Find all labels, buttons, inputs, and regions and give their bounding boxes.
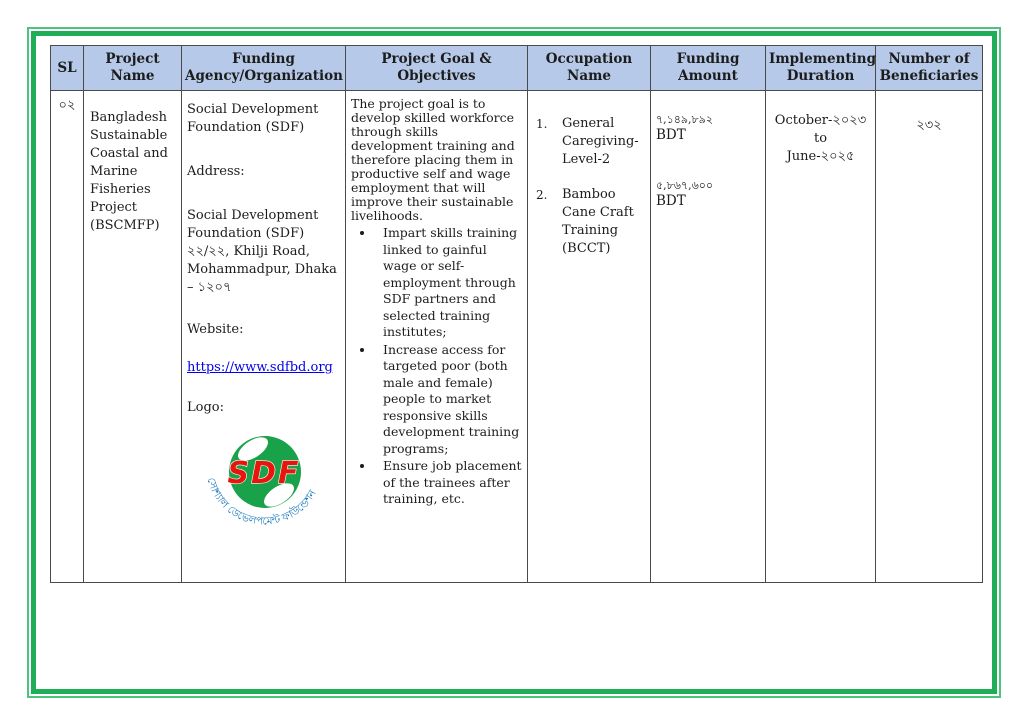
occupation-item: [536, 115, 645, 169]
col-header-project-name: Project Name: [84, 46, 182, 91]
duration-start: October-২০২৩: [774, 113, 867, 128]
cell-implementing-duration: [766, 91, 876, 583]
projects-table: [50, 45, 983, 583]
funding-amount-item: [656, 178, 760, 210]
goal-bullet-item: • Impart skills training linked to gainful wage or self-employment through SDF partners and selected training institutes;: [375, 225, 522, 341]
funding-amount-currency: BDT: [656, 193, 686, 209]
website-link[interactable]: https://www.sdfbd.org: [187, 360, 333, 375]
duration-connector: to: [813, 131, 828, 146]
sdf-logo-image: [197, 425, 331, 535]
cell-funding-amount: [651, 91, 766, 583]
page-border-inner: [31, 31, 997, 694]
duration-end: June-২০২৫: [786, 149, 855, 164]
occupation-title: General Caregiving-Level-2: [562, 116, 639, 167]
occupation-item: [536, 186, 645, 258]
occupation-title: Bamboo Cane Craft Training (BCCT): [562, 187, 634, 256]
cell-serial-number: ০২: [51, 91, 84, 583]
col-header-implementing-duration: Implementing Duration: [766, 46, 876, 91]
table-header-row: [51, 46, 983, 91]
sdf-logo-caption: সোশ্যাল ডেভেলপমেন্ট ফাউন্ডেশন: [203, 476, 319, 528]
cell-project-name: [84, 91, 182, 583]
funding-amount-value: ৭,১৪৯,৮৯২: [656, 113, 713, 126]
sdf-logo: [187, 425, 340, 541]
cell-goal-objectives: [346, 91, 528, 583]
occupation-number: 2.: [536, 188, 548, 202]
page-border-outer: [27, 27, 1001, 698]
col-header-sl: SL: [51, 46, 84, 91]
goal-bullet-list: [375, 225, 522, 508]
cell-number-beneficiaries: ২৩২: [876, 91, 983, 583]
logo-label: Logo:: [187, 400, 224, 415]
col-header-number-beneficiaries: Number of Beneficiaries: [876, 46, 983, 91]
funding-amount-item: [656, 112, 760, 144]
col-header-goal-objectives: Project Goal & Objectives: [346, 46, 528, 91]
address-label: Address:: [187, 164, 245, 179]
sdf-logo-text: SDF: [226, 456, 301, 491]
funding-amount-currency: BDT: [656, 127, 686, 143]
cell-funding-agency: [182, 91, 346, 583]
cell-occupation-name: [528, 91, 651, 583]
goal-bullet-item: • Ensure job placement of the trainees after training, etc.: [375, 458, 522, 508]
table-row: [51, 91, 983, 583]
col-header-funding-amount: Funding Amount: [651, 46, 766, 91]
col-header-occupation-name: Occupation Name: [528, 46, 651, 91]
col-header-funding-agency: Funding Agency/Organization: [182, 46, 346, 91]
website-label: Website:: [187, 322, 244, 337]
project-name-text: Bangladesh Sustainable Coastal and Marine Fisheries Project (BSCMFP): [90, 110, 168, 233]
goal-bullet-item: • Increase access for targeted poor (both male and female) people to market responsive skills development training programs;: [375, 342, 522, 458]
funding-agency-name: Social Development Foundation (SDF): [187, 102, 319, 135]
funding-amount-value: ৫,৮৬৭,৬০০: [656, 179, 714, 192]
goal-intro-text: The project goal is to develop skilled workforce through skills development training and therefore placing them in productive self and wage employment that will improve their sustainable livelihoods.: [351, 96, 515, 223]
occupation-number: 1.: [536, 117, 548, 131]
address-text: Social Development Foundation (SDF) ২২/২২, Khilji Road, Mohammadpur, Dhaka – ১২০৭: [187, 208, 337, 295]
